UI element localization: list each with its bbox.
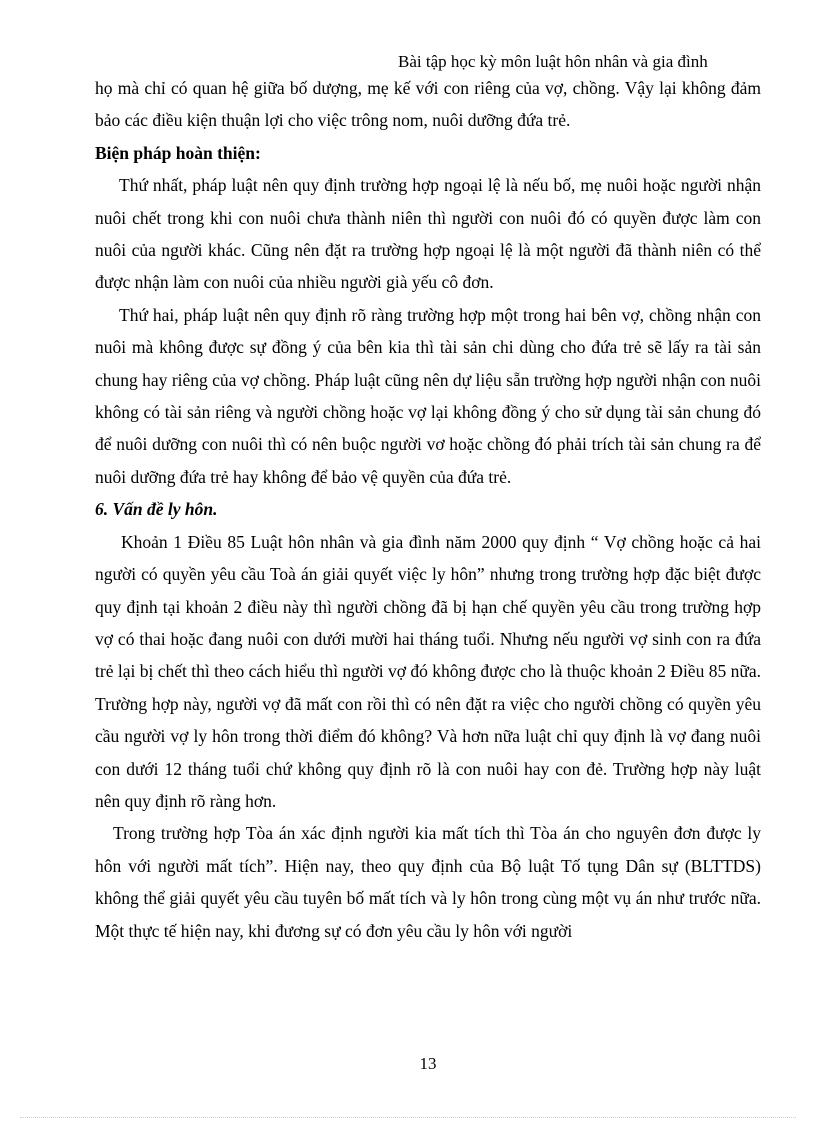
paragraph-article-85: Khoản 1 Điều 85 Luật hôn nhân và gia đình năm 2000 quy định “ Vợ chồng hoặc cả hai người có quyền yêu cầu Toà án giải quyết việc ly hôn” nhưng trong trường hợp đặc biệt được quy định tại khoản 2 điều này thì người chồng đã bị hạn chế quyền yêu cầu trong trường hợp vợ có thai hoặc đang nuôi con dưới mười hai tháng tuổi. Nhưng nếu người vợ sinh con ra đứa trẻ lại bị chết thì theo cách hiểu thì người vợ đó không được cho là thuộc khoản 2 Điều 85 nữa. Trường hợp này, người vợ đã mất con rồi thì có nên đặt ra việc cho người chồng có quyền yêu cầu người vợ ly hôn trong thời điểm đó không? Và hơn nữa luật chỉ quy định là vợ đang nuôi con dưới 12 tháng tuổi chứ không quy định rõ là con nuôi hay con đẻ. Trường hợp này luật nên quy định rõ ràng hơn. (95, 531, 761, 811)
running-header: Bài tập học kỳ môn luật hôn nhân và gia đình (398, 52, 708, 71)
paragraph-first-measure: Thứ nhất, pháp luật nên quy định trường hợp ngoại lệ là nếu bố, mẹ nuôi hoặc người nhận nuôi chết trong khi con nuôi chưa thành niên thì người con nuôi đó có quyền được làm con nuôi của người khác. Cũng nên đặt ra trường hợp ngoại lệ là một người đã thành niên có thể được nhận làm con nuôi của nhiều người già yếu cô đơn. (95, 175, 761, 293)
page-number: 13 (419, 1054, 437, 1073)
document-body (95, 72, 761, 947)
paragraph-second-measure: Thứ hai, pháp luật nên quy định rõ ràng trường hợp một trong hai bên vợ, chồng nhận con nuôi mà không được sự đồng ý của bên kia thì tài sản chi dùng cho đứa trẻ sẽ lấy ra tài sản chung hay riêng của vợ chồng. Pháp luật cũng nên dự liệu sẵn trường hợp người nhận con nuôi không có tài sản riêng và người chồng hoặc vợ lại không đồng ý cho sử dụng tài sản chung đó để nuôi dưỡng con nuôi thì có nên buộc người vơ hoặc chồng đó phải trích tài sản chung ra để nuôi dưỡng đứa trẻ hay không để bảo vệ quyền của đứa trẻ. (95, 304, 761, 487)
paragraph-continuation: họ mà chỉ có quan hệ giữa bố dượng, mẹ kế với con riêng của vợ, chồng. Vậy lại không đảm bảo các điều kiện thuận lợi cho việc trông nom, nuôi dưỡng đứa trẻ. (95, 78, 761, 131)
section-heading-divorce: 6. Vấn đề ly hôn. (95, 499, 218, 520)
page-bottom-divider (20, 1117, 796, 1118)
paragraph-missing-person: Trong trường hợp Tòa án xác định người kia mất tích thì Tòa án cho nguyên đơn được ly hôn với người mất tích”. Hiện nay, theo quy định của Bộ luật Tố tụng Dân sự (BLTTDS) không thể giải quyết yêu cầu tuyên bố mất tích và ly hôn trong cùng một vụ án như trước nữa. Một thực tế hiện nay, khi đương sự có đơn yêu cầu ly hôn với người (95, 823, 761, 941)
section-heading-improvement: Biện pháp hoàn thiện: (95, 142, 261, 163)
